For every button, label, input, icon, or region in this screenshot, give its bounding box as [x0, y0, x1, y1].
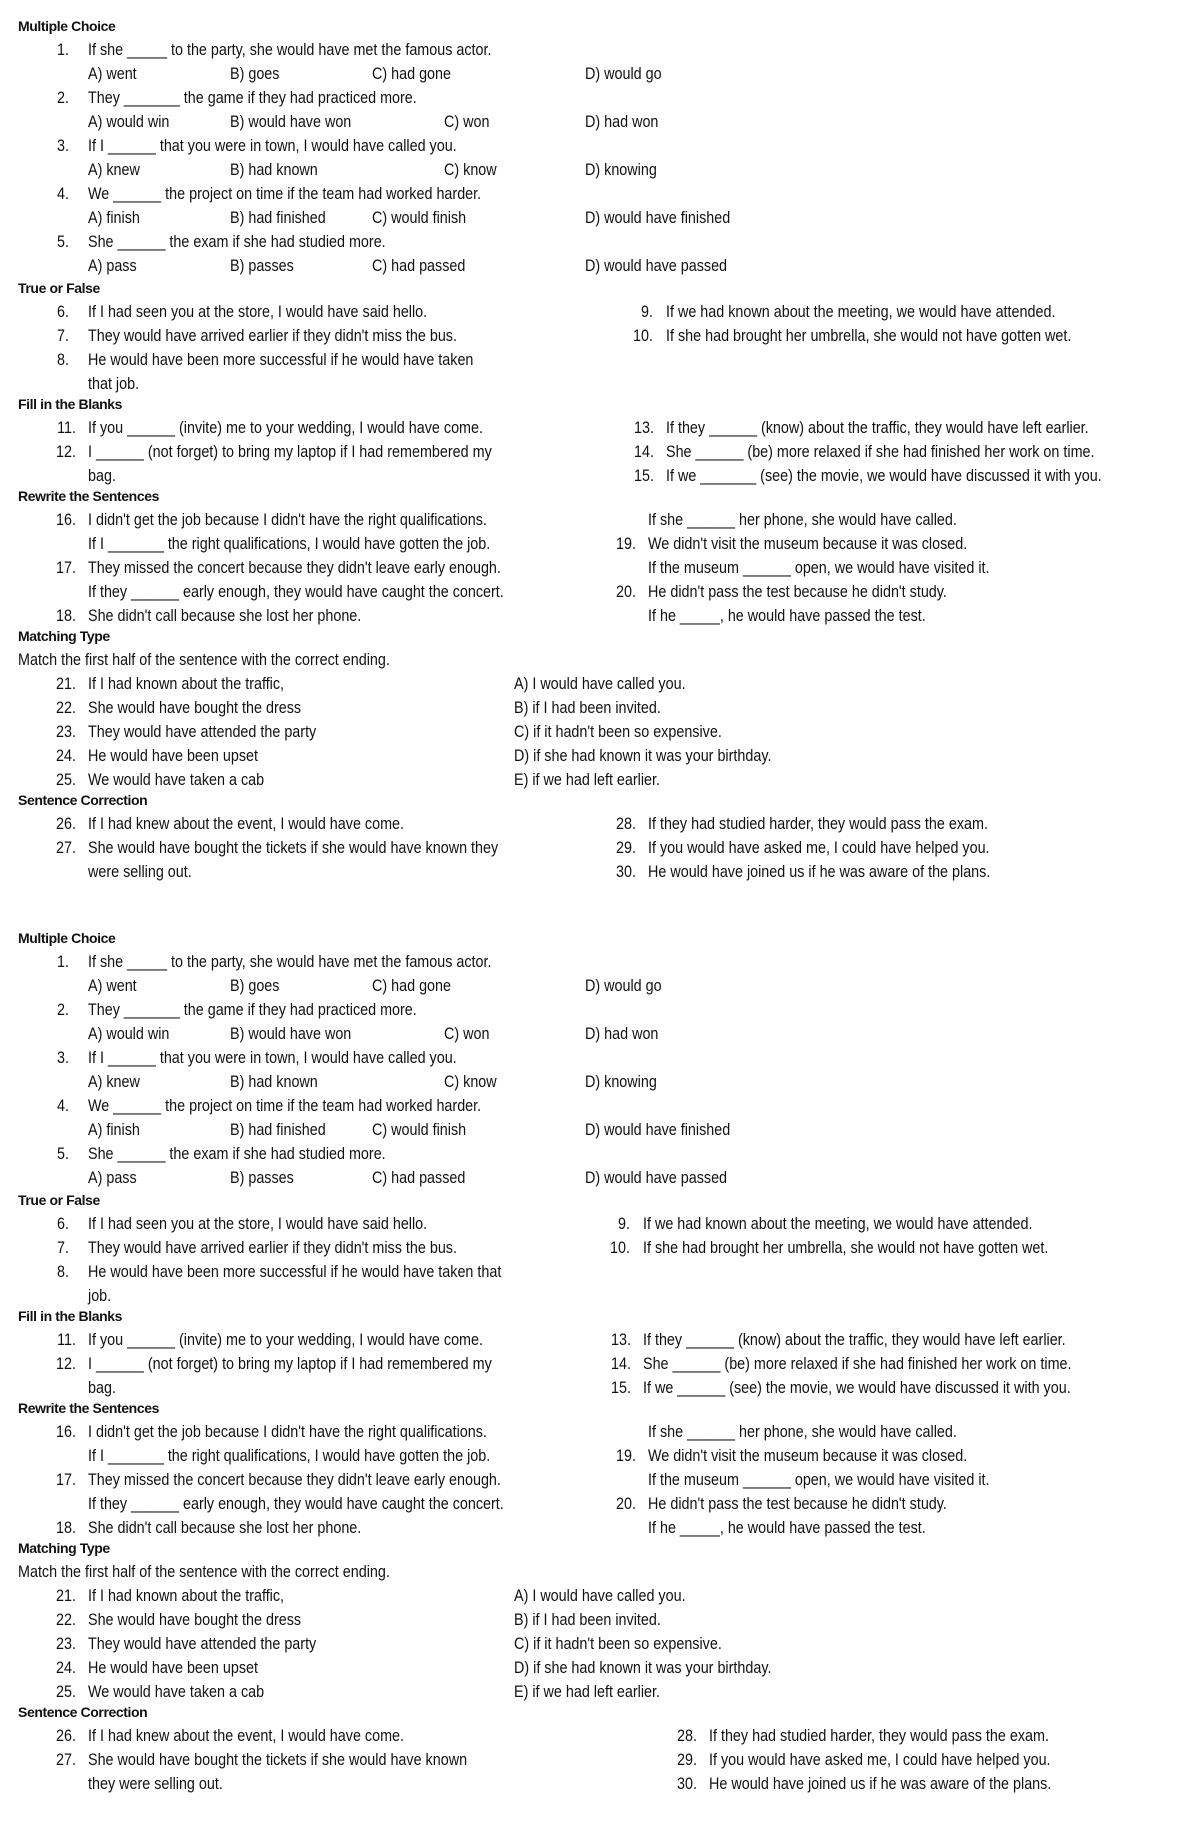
item-number: 28. — [616, 815, 636, 833]
item-number: 22. — [56, 1611, 76, 1629]
question-text: She ______ the exam if she had studied more. — [88, 1145, 386, 1163]
option-c: C) had gone — [372, 977, 452, 995]
sentence: She ______ (be) more relaxed if she had finished her work on time. — [643, 1355, 1072, 1373]
question-text: They _______ the game if they had practiced more. — [88, 1001, 417, 1019]
ending-option: D) if she had known it was your birthday. — [514, 747, 772, 765]
option-d: D) knowing — [585, 1073, 657, 1091]
rewrite-prompt: If they ______ early enough, they would have caught the concert. — [88, 1495, 504, 1513]
sentence: She didn't call because she lost her phone. — [88, 1519, 362, 1537]
statement: If we had known about the meeting, we would have attended. — [666, 303, 1056, 321]
option-c: C) would finish — [372, 209, 467, 227]
sentence: If they had studied harder, they would pass the exam. — [648, 815, 988, 833]
item-number: 8. — [57, 351, 69, 369]
ending-option: C) if it hadn't been so expensive. — [514, 1635, 722, 1653]
section-header-sentence-correction: Sentence Correction — [18, 1704, 148, 1720]
section-header-true-false: True or False — [18, 280, 100, 296]
item-number: 29. — [677, 1751, 697, 1769]
item-number: 30. — [677, 1775, 697, 1793]
statement-continued: job. — [88, 1287, 112, 1305]
ending-option: B) if I had been invited. — [514, 699, 661, 717]
option-c: C) had passed — [372, 257, 466, 275]
first-half: He would have been upset — [88, 747, 258, 765]
option-d: D) would go — [585, 65, 662, 83]
first-half: They would have attended the party — [88, 1635, 317, 1653]
option-a: A) knew — [88, 161, 140, 179]
sentence-continued: were selling out. — [88, 863, 192, 881]
item-number: 14. — [611, 1355, 631, 1373]
rewrite-prompt: If the museum ______ open, we would have visited it. — [648, 559, 990, 577]
sentence: They missed the concert because they didn't leave early enough. — [88, 1471, 501, 1489]
first-half: We would have taken a cab — [88, 771, 265, 789]
option-b: B) had finished — [230, 209, 326, 227]
first-half: She would have bought the dress — [88, 699, 302, 717]
section-header-matching-type: Matching Type — [18, 628, 110, 644]
first-half: They would have attended the party — [88, 723, 317, 741]
item-number: 20. — [616, 583, 636, 601]
question-number: 5. — [57, 233, 69, 251]
item-number: 6. — [57, 1215, 69, 1233]
ending-option: D) if she had known it was your birthday. — [514, 1659, 772, 1677]
option-b: B) passes — [230, 1169, 294, 1187]
option-a: A) would win — [88, 113, 170, 131]
sentence: If they had studied harder, they would pass the exam. — [709, 1727, 1049, 1745]
sentence: She ______ (be) more relaxed if she had finished her work on time. — [666, 443, 1095, 461]
option-b: B) would have won — [230, 113, 352, 131]
statement: They would have arrived earlier if they didn't miss the bus. — [88, 1239, 457, 1257]
first-half: If I had known about the traffic, — [88, 1587, 285, 1605]
option-a: A) pass — [88, 257, 137, 275]
item-number: 24. — [56, 747, 76, 765]
item-number: 23. — [56, 1635, 76, 1653]
option-d: D) would have passed — [585, 257, 728, 275]
sentence: She didn't call because she lost her phone. — [88, 607, 362, 625]
rewrite-prompt: If he _____, he would have passed the test. — [648, 607, 926, 625]
sentence: If you ______ (invite) me to your wedding, I would have come. — [88, 419, 483, 437]
rewrite-prompt: If the museum ______ open, we would have visited it. — [648, 1471, 990, 1489]
item-number: 6. — [57, 303, 69, 321]
sentence: She would have bought the tickets if she would have known they — [88, 839, 499, 857]
question-text: If she _____ to the party, she would have met the famous actor. — [88, 953, 492, 971]
sentence: They missed the concert because they didn't leave early enough. — [88, 559, 501, 577]
ending-option: E) if we had left earlier. — [514, 771, 661, 789]
question-text: They _______ the game if they had practiced more. — [88, 89, 417, 107]
item-number: 23. — [56, 723, 76, 741]
ending-option: A) I would have called you. — [514, 675, 686, 693]
item-number: 10. — [633, 327, 653, 345]
sentence: If you would have asked me, I could have helped you. — [648, 839, 990, 857]
statement: If I had seen you at the store, I would have said hello. — [88, 303, 428, 321]
statement: They would have arrived earlier if they didn't miss the bus. — [88, 327, 457, 345]
item-number: 26. — [56, 815, 76, 833]
first-half: We would have taken a cab — [88, 1683, 265, 1701]
rewrite-prompt: If they ______ early enough, they would have caught the concert. — [88, 583, 504, 601]
option-d: D) would go — [585, 977, 662, 995]
option-c: C) would finish — [372, 1121, 467, 1139]
question-text: If I ______ that you were in town, I would have called you. — [88, 1049, 457, 1067]
statement: He would have been more successful if he would have taken that — [88, 1263, 502, 1281]
ending-option: A) I would have called you. — [514, 1587, 686, 1605]
question-text: We ______ the project on time if the team had worked harder. — [88, 185, 482, 203]
question-number: 3. — [57, 1049, 69, 1067]
first-half: If I had known about the traffic, — [88, 675, 285, 693]
item-number: 24. — [56, 1659, 76, 1677]
option-c: C) won — [444, 1025, 490, 1043]
sentence: I ______ (not forget) to bring my laptop if I had remembered my — [88, 443, 492, 461]
section-header-true-false: True or False — [18, 1192, 100, 1208]
option-b: B) had known — [230, 161, 318, 179]
item-number: 11. — [57, 419, 76, 437]
sentence: I ______ (not forget) to bring my laptop if I had remembered my — [88, 1355, 492, 1373]
ending-option: E) if we had left earlier. — [514, 1683, 661, 1701]
rewrite-prompt: If she ______ her phone, she would have called. — [648, 511, 957, 529]
first-half: He would have been upset — [88, 1659, 258, 1677]
item-number: 9. — [618, 1215, 630, 1233]
item-number: 19. — [616, 535, 636, 553]
item-number: 13. — [634, 419, 654, 437]
item-number: 12. — [56, 443, 76, 461]
rewrite-prompt: If I _______ the right qualifications, I would have gotten the job. — [88, 1447, 491, 1465]
item-number: 27. — [56, 839, 76, 857]
sentence: He would have joined us if he was aware of the plans. — [709, 1775, 1052, 1793]
sentence: If we _______ (see) the movie, we would have discussed it with you. — [666, 467, 1102, 485]
statement: If I had seen you at the store, I would have said hello. — [88, 1215, 428, 1233]
item-number: 13. — [611, 1331, 631, 1349]
item-number: 18. — [56, 607, 76, 625]
option-d: D) would have finished — [585, 1121, 731, 1139]
item-number: 21. — [56, 675, 76, 693]
item-number: 9. — [641, 303, 653, 321]
sentence: He didn't pass the test because he didn't study. — [648, 583, 947, 601]
option-a: A) finish — [88, 1121, 140, 1139]
question-text: She ______ the exam if she had studied more. — [88, 233, 386, 251]
section-header-multiple-choice: Multiple Choice — [18, 18, 116, 34]
sentence: We didn't visit the museum because it was closed. — [648, 535, 968, 553]
item-number: 21. — [56, 1587, 76, 1605]
sentence: If you would have asked me, I could have helped you. — [709, 1751, 1051, 1769]
sentence: If you ______ (invite) me to your wedding, I would have come. — [88, 1331, 483, 1349]
item-number: 10. — [610, 1239, 630, 1257]
item-number: 28. — [677, 1727, 697, 1745]
option-d: D) would have finished — [585, 209, 731, 227]
section-header-multiple-choice: Multiple Choice — [18, 930, 116, 946]
item-number: 8. — [57, 1263, 69, 1281]
item-number: 18. — [56, 1519, 76, 1537]
option-c: C) know — [444, 1073, 497, 1091]
item-number: 27. — [56, 1751, 76, 1769]
sentence: He didn't pass the test because he didn't study. — [648, 1495, 947, 1513]
item-number: 16. — [56, 511, 76, 529]
sentence: If we ______ (see) the movie, we would have discussed it with you. — [643, 1379, 1071, 1397]
section-header-matching-type: Matching Type — [18, 1540, 110, 1556]
statement: He would have been more successful if he would have taken — [88, 351, 474, 369]
matching-instructions: Match the first half of the sentence with the correct ending. — [18, 1563, 390, 1581]
section-header-rewrite-the-sentences: Rewrite the Sentences — [18, 488, 159, 504]
option-d: D) had won — [585, 113, 659, 131]
item-number: 12. — [56, 1355, 76, 1373]
item-number: 25. — [56, 771, 76, 789]
item-number: 7. — [57, 327, 69, 345]
sentence-continued: bag. — [88, 467, 116, 485]
option-a: A) went — [88, 65, 137, 83]
item-number: 17. — [56, 1471, 76, 1489]
item-number: 30. — [616, 863, 636, 881]
option-d: D) would have passed — [585, 1169, 728, 1187]
ending-option: C) if it hadn't been so expensive. — [514, 723, 722, 741]
option-b: B) would have won — [230, 1025, 352, 1043]
question-text: If I ______ that you were in town, I would have called you. — [88, 137, 457, 155]
question-number: 2. — [57, 1001, 69, 1019]
item-number: 25. — [56, 1683, 76, 1701]
question-number: 2. — [57, 89, 69, 107]
option-b: B) goes — [230, 977, 280, 995]
rewrite-prompt: If she ______ her phone, she would have called. — [648, 1423, 957, 1441]
sentence: If they ______ (know) about the traffic, they would have left earlier. — [643, 1331, 1066, 1349]
rewrite-prompt: If he _____, he would have passed the test. — [648, 1519, 926, 1537]
section-header-fill-in-the-blanks: Fill in the Blanks — [18, 396, 123, 412]
question-number: 3. — [57, 137, 69, 155]
statement: If we had known about the meeting, we would have attended. — [643, 1215, 1033, 1233]
statement: If she had brought her umbrella, she would not have gotten wet. — [666, 327, 1072, 345]
question-number: 4. — [57, 185, 69, 203]
option-a: A) went — [88, 977, 137, 995]
item-number: 17. — [56, 559, 76, 577]
sentence-continued: they were selling out. — [88, 1775, 223, 1793]
question-number: 5. — [57, 1145, 69, 1163]
option-d: D) had won — [585, 1025, 659, 1043]
first-half: She would have bought the dress — [88, 1611, 302, 1629]
sentence: I didn't get the job because I didn't have the right qualifications. — [88, 511, 487, 529]
option-a: A) would win — [88, 1025, 170, 1043]
sentence: We didn't visit the museum because it was closed. — [648, 1447, 968, 1465]
sentence: If they ______ (know) about the traffic, they would have left earlier. — [666, 419, 1089, 437]
ending-option: B) if I had been invited. — [514, 1611, 661, 1629]
item-number: 19. — [616, 1447, 636, 1465]
rewrite-prompt: If I _______ the right qualifications, I would have gotten the job. — [88, 535, 491, 553]
sentence-continued: bag. — [88, 1379, 116, 1397]
option-c: C) had passed — [372, 1169, 466, 1187]
sentence: He would have joined us if he was aware of the plans. — [648, 863, 991, 881]
option-c: C) know — [444, 161, 497, 179]
question-number: 1. — [57, 41, 69, 59]
sentence: If I had knew about the event, I would have come. — [88, 1727, 405, 1745]
question-text: We ______ the project on time if the team had worked harder. — [88, 1097, 482, 1115]
option-c: C) won — [444, 113, 490, 131]
option-d: D) knowing — [585, 161, 657, 179]
section-header-sentence-correction: Sentence Correction — [18, 792, 148, 808]
option-c: C) had gone — [372, 65, 452, 83]
item-number: 20. — [616, 1495, 636, 1513]
option-b: B) passes — [230, 257, 294, 275]
matching-instructions: Match the first half of the sentence with the correct ending. — [18, 651, 390, 669]
option-a: A) knew — [88, 1073, 140, 1091]
sentence: She would have bought the tickets if she would have known — [88, 1751, 468, 1769]
statement-continued: that job. — [88, 375, 140, 393]
option-a: A) finish — [88, 209, 140, 227]
sentence: If I had knew about the event, I would have come. — [88, 815, 405, 833]
section-header-rewrite-the-sentences: Rewrite the Sentences — [18, 1400, 159, 1416]
option-b: B) had known — [230, 1073, 318, 1091]
item-number: 11. — [57, 1331, 76, 1349]
question-text: If she _____ to the party, she would have met the famous actor. — [88, 41, 492, 59]
section-header-fill-in-the-blanks: Fill in the Blanks — [18, 1308, 123, 1324]
option-a: A) pass — [88, 1169, 137, 1187]
question-number: 1. — [57, 953, 69, 971]
item-number: 16. — [56, 1423, 76, 1441]
item-number: 15. — [611, 1379, 631, 1397]
item-number: 7. — [57, 1239, 69, 1257]
option-b: B) had finished — [230, 1121, 326, 1139]
sentence: I didn't get the job because I didn't have the right qualifications. — [88, 1423, 487, 1441]
item-number: 15. — [634, 467, 654, 485]
item-number: 29. — [616, 839, 636, 857]
statement: If she had brought her umbrella, she would not have gotten wet. — [643, 1239, 1049, 1257]
item-number: 22. — [56, 699, 76, 717]
option-b: B) goes — [230, 65, 280, 83]
question-number: 4. — [57, 1097, 69, 1115]
item-number: 26. — [56, 1727, 76, 1745]
item-number: 14. — [634, 443, 654, 461]
